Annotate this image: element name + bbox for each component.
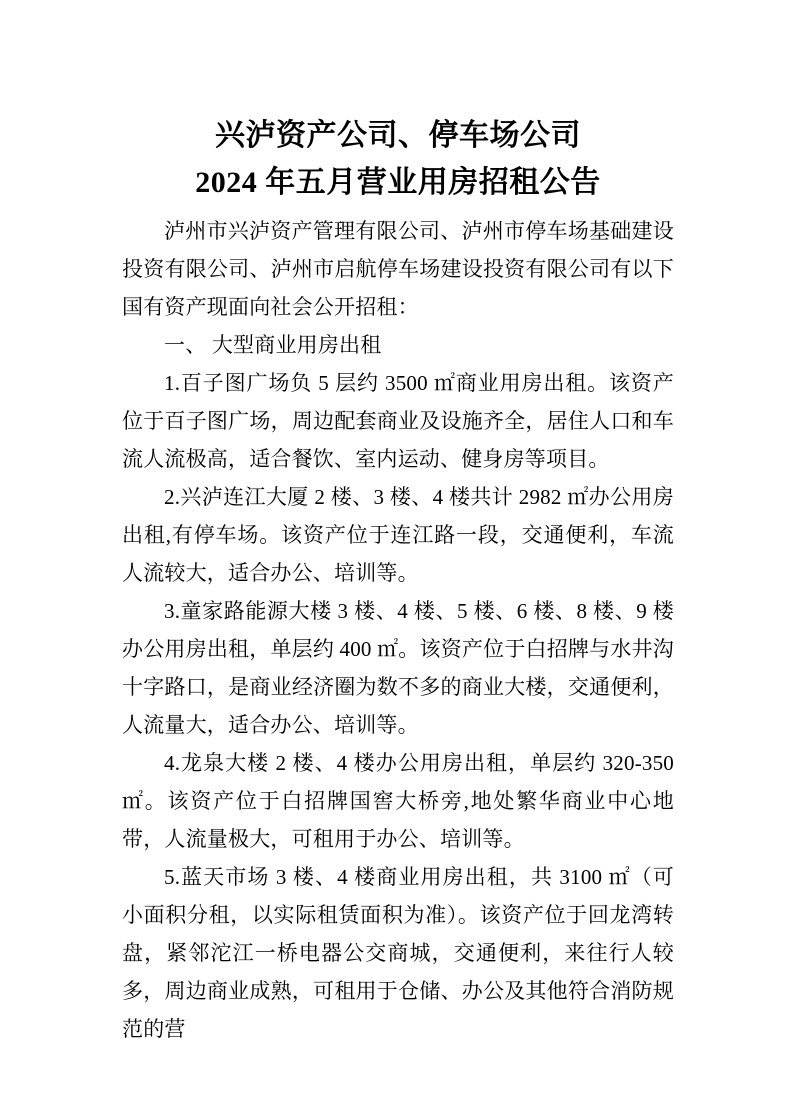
listing-item-1-baizitu-plaza: 1.百子图广场负 5 层约 3500 ㎡商业用房出租。该资产位于百子图广场，周边配套商业及设施齐全，居住人口和车流人流极高，适合餐饮、室内运动、健身房等项目。	[122, 371, 674, 471]
listing-item-3-tongjialu-energy-building: 3.童家路能源大楼 3 楼、4 楼、5 楼、6 楼、8 楼、9 楼办公用房出租，单层约 400 ㎡。该资产位于白招牌与水井沟十字路口，是商业经济圈为数不多的商业大楼，交通便利，人流量大，适合办公、培训等。	[122, 599, 674, 737]
document-title	[122, 112, 674, 206]
listing-item-5-lantian-market: 5.蓝天市场 3 楼、4 楼商业用房出租，共 3100 ㎡（可小面积分租，以实际租赁面积为准）。该资产位于回龙湾转盘，紧邻沱江一桥电器公交商城，交通便利，来往行人较多，周边商业成熟，可租用于仓储、办公及其他符合消防规范的营	[122, 865, 674, 1041]
title-line-2: 2024 年五月营业用房招租公告	[195, 166, 601, 199]
announcement-document	[122, 112, 674, 1048]
section-heading-large-commercial: 一、 大型商业用房出租	[164, 333, 382, 357]
listing-item-4-longquan-building: 4.龙泉大楼 2 楼、4 楼办公用房出租，单层约 320-350 ㎡。该资产位于白招牌国窖大桥旁,地处繁华商业中心地带，人流量极大，可租用于办公、培训等。	[122, 751, 674, 851]
listing-item-2-xinglu-lianjiang-building: 2.兴泸连江大厦 2 楼、3 楼、4 楼共计 2982 ㎡办公用房出租,有停车场。该资产位于连江路一段，交通便利，车流人流较大，适合办公、培训等。	[122, 485, 674, 585]
intro-paragraph: 泸州市兴泸资产管理有限公司、泸州市停车场基础建设投资有限公司、泸州市启航停车场建设投资有限公司有以下国有资产现面向社会公开招租：	[122, 219, 674, 319]
title-line-1: 兴泸资产公司、停车场公司	[215, 119, 581, 152]
